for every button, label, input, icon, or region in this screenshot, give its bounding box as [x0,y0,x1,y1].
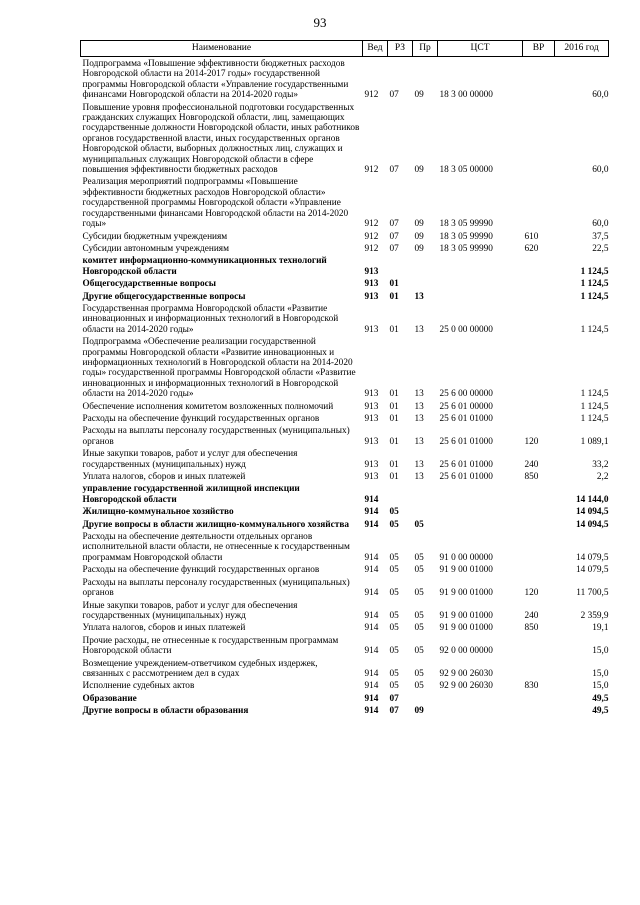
row-ved: 914 [364,681,379,692]
row-pr: 05 [414,552,424,563]
row-cst: 25 6 01 00000 [439,401,493,412]
row-pr: 05 [414,519,424,530]
row-rz: 01 [389,291,399,302]
row-sum: 33,2 [592,459,609,470]
table-row [81,563,609,575]
row-rz: 07 [389,706,399,717]
row-sum: 37,5 [592,231,609,242]
table-row [81,57,609,101]
row-vr [523,704,555,716]
row-rz: 05 [389,668,399,679]
row-rz: 07 [389,90,399,101]
row-sum: 14 144,0 [575,494,609,505]
table-row [81,518,609,530]
row-sum: 49,5 [592,693,609,704]
row-ved: 913 [364,389,379,400]
row-pr: 09 [414,706,424,717]
page-number: 93 [313,15,327,30]
row-ved: 913 [364,436,379,447]
row-cst: 18 3 05 99990 [439,219,493,230]
row-cst [438,704,523,716]
row-rz: 01 [389,389,399,400]
table-row [81,657,609,680]
row-cst: 92 0 00 00000 [439,646,493,657]
row-rz: 01 [389,472,399,483]
row-ved: 914 [364,693,379,704]
row-sum: 60,0 [592,219,609,230]
table-row [81,447,609,470]
row-rz [388,254,413,277]
row-cst: 91 9 00 01000 [439,565,493,576]
row-vr [523,277,555,289]
row-vr: 850 [524,472,539,483]
row-ved: 913 [364,324,379,335]
row-ved: 913 [364,266,379,277]
row-vr: 120 [524,436,539,447]
row-pr: 13 [414,414,424,424]
row-ved: 914 [364,588,379,599]
row-vr [523,302,555,335]
row-ved: 914 [364,565,379,576]
row-name: Иные закупки товаров, работ и услуг для обеспечения государственных (муниципальных) нужд [82,600,298,621]
row-name: Реализация мероприятий подпрограммы «Повышение эффективности бюджетных расходов Новгородской области» государственной программы Новгородской области «Управление государственными финансами Новгородской области на 2014-2020 годы» [82,177,349,230]
row-sum: 60,0 [592,165,609,176]
row-vr [523,335,555,399]
table-header [81,41,609,57]
row-cst: 18 3 05 99990 [439,231,493,242]
row-ved: 914 [364,623,379,634]
table-row [81,101,609,176]
row-cst: 91 9 00 01000 [439,610,493,621]
row-pr: 05 [414,681,424,692]
table-row [81,242,609,254]
row-cst: 18 3 00 00000 [439,90,493,101]
row-cst: 25 6 00 00000 [439,389,493,400]
row-name: Другие вопросы в области образования [82,706,249,717]
row-name: управление государственной жилищной инспекции Новгородской области [82,484,300,505]
row-sum: 14 079,5 [575,552,609,563]
row-vr [523,692,555,704]
row-ved: 913 [364,279,379,290]
row-rz: 05 [389,565,399,576]
row-cst [438,518,523,530]
table-row [81,692,609,704]
row-pr [413,482,438,505]
row-rz: 07 [389,243,399,254]
row-ved: 913 [364,459,379,470]
row-sum: 1 124,5 [580,266,609,277]
row-sum: 11 700,5 [576,588,609,599]
row-name: Жилищно-коммунальное хозяйство [82,507,234,518]
table-row [81,530,609,563]
row-ved: 913 [364,472,379,483]
row-name: Иные закупки товаров, работ и услуг для обеспечения государственных (муниципальных) нужд [82,449,298,470]
row-cst: 92 9 00 26030 [439,681,493,692]
table-row [81,599,609,622]
table-row [81,505,609,517]
column-header-ved: Вед [363,41,388,57]
row-rz: 07 [389,231,399,242]
row-name: Прочие расходы, не отнесенные к государственным программам Новгородской области [82,635,339,657]
table-row [81,576,609,599]
row-vr [523,657,555,680]
table-row [81,679,609,691]
row-vr [523,175,555,229]
row-pr: 13 [414,389,424,400]
table-row [81,400,609,412]
row-cst: 25 6 01 01000 [439,472,493,483]
table-row [81,424,609,447]
row-cst [438,254,523,277]
column-header-sum: 2016 год [555,41,609,57]
row-ved: 912 [364,165,379,176]
row-sum: 15,0 [592,646,609,657]
row-sum: 15,0 [592,681,609,692]
column-header-name: Наименование [81,41,363,57]
row-name: Исполнение судебных актов [82,681,195,692]
row-sum: 2,2 [596,472,609,483]
row-name: Общегосударственные вопросы [82,279,217,290]
row-ved: 914 [364,646,379,657]
row-name: Уплата налогов, сборов и иных платежей [82,472,246,483]
row-pr: 09 [414,90,424,101]
row-name: Расходы на выплаты персоналу государственных (муниципальных) органов [82,426,350,447]
table-row [81,175,609,229]
row-name: Расходы на выплаты персоналу государственных (муниципальных) органов [82,577,350,599]
row-rz [388,482,413,505]
row-cst: 91 0 00 00000 [439,552,493,563]
row-name: Государственная программа Новгородской области «Развитие инновационных и информационных технологий в Новгородской области на 2014-2020 годы» [82,303,339,335]
row-rz: 07 [389,693,399,704]
table-row [81,290,609,302]
table-body [81,57,609,717]
row-vr [523,254,555,277]
row-rz: 05 [389,552,399,563]
column-header-vr: ВР [523,41,555,57]
row-ved: 913 [364,414,379,424]
row-cst [438,505,523,517]
column-header-pr: Пр [413,41,438,57]
row-name: Субсидии бюджетным учреждениям [82,231,228,242]
row-vr [523,563,555,575]
row-pr: 05 [414,668,424,679]
row-sum: 14 079,5 [575,565,609,576]
row-cst: 25 6 01 01000 [439,436,493,447]
row-cst [438,692,523,704]
row-pr [413,505,438,517]
row-sum: 1 124,5 [580,401,609,412]
row-sum: 1 124,5 [580,414,609,424]
row-rz: 01 [389,459,399,470]
row-name: Подпрограмма «Повышение эффективности бюджетных расходов Новгородской области на 2014-2017 годы» государственной программы Новгородской области «Управление государственными финансами Новгородской области на 2014-2020 годы» [82,59,349,101]
row-vr: 240 [524,459,539,470]
row-pr: 13 [414,401,424,412]
table-row [81,470,609,482]
row-pr: 05 [414,623,424,634]
row-name: Обеспечение исполнения комитетом возложенных полномочий [82,401,334,412]
row-vr: 610 [524,231,539,242]
row-pr: 05 [414,565,424,576]
row-vr [523,290,555,302]
row-vr: 240 [524,610,539,621]
row-cst [438,482,523,505]
row-rz: 05 [389,519,399,530]
row-sum: 1 124,5 [580,291,609,302]
row-pr [413,254,438,277]
row-rz: 01 [389,324,399,335]
row-sum: 2 359,9 [580,610,609,621]
row-sum: 1 124,5 [580,324,609,335]
row-rz: 05 [389,681,399,692]
row-cst: 91 9 00 01000 [439,588,493,599]
table-row [81,230,609,242]
row-vr [523,505,555,517]
row-rz: 01 [389,401,399,412]
row-ved: 913 [364,291,379,302]
row-cst: 91 9 00 01000 [439,623,493,634]
row-sum: 1 124,5 [580,389,609,400]
row-cst: 25 6 01 01000 [439,414,493,424]
row-vr [523,530,555,563]
row-pr: 13 [414,324,424,335]
row-pr: 13 [414,472,424,483]
row-name: Возмещение учреждением-ответчиком судебных издержек, связанных с рассмотрением дел в судах [82,658,318,679]
row-ved: 914 [364,494,379,505]
row-ved: 914 [364,668,379,679]
row-rz: 01 [389,414,399,424]
row-name: Повышение уровня профессиональной подготовки государственных гражданских служащих Новгородской области, лиц, замещающих государственные должности Новгородской области, иных работников органов государственной власти, иных государственных органов Новгородской области, выборных должностных лиц, служащих и муниципальных служащих Новгородской области в сфере повышения эффективности бюджетных расходов [82,102,360,176]
row-name: Расходы на обеспечение деятельности отдельных органов исполнительной власти области, не отнесенные к государственным программам Новгородской области [82,532,350,563]
row-ved: 913 [364,401,379,412]
row-rz: 05 [389,588,399,599]
table-row [81,704,609,716]
row-pr: 13 [414,459,424,470]
row-cst: 25 0 00 00000 [439,324,493,335]
row-rz: 05 [389,623,399,634]
row-pr: 05 [414,610,424,621]
row-pr: 09 [414,243,424,254]
row-ved: 914 [364,519,379,530]
row-pr [413,277,438,289]
row-ved: 912 [364,90,379,101]
row-rz: 07 [389,219,399,230]
table-row [81,277,609,289]
row-vr: 120 [524,588,539,599]
table-row [81,412,609,424]
table-row [81,302,609,335]
row-ved: 912 [364,231,379,242]
table-row [81,634,609,657]
row-sum: 60,0 [592,90,609,101]
row-name: Подпрограмма «Обеспечение реализации государственной программы Новгородской области «Развитие инновационных и информационных технологий в Новгородской области на 2014-2020 годы» государственной программы Новгородской области «Развитие инновационных и информационных технологий в Новгородской области на 2014-2020 годы» [82,337,356,400]
row-rz: 05 [389,610,399,621]
row-vr [523,412,555,424]
table-row [81,482,609,505]
column-header-rz: РЗ [388,41,413,57]
row-pr: 05 [414,646,424,657]
row-ved: 912 [364,243,379,254]
row-rz: 07 [389,165,399,176]
row-cst [438,277,523,289]
row-sum: 19,1 [592,623,609,634]
row-vr: 830 [524,681,539,692]
row-name: Расходы на обеспечение функций государственных органов [82,565,320,576]
row-sum: 1 089,1 [580,436,609,447]
row-cst [438,290,523,302]
row-ved: 914 [364,610,379,621]
row-vr: 850 [524,623,539,634]
row-pr: 05 [414,588,424,599]
row-sum: 49,5 [592,706,609,717]
row-cst: 18 3 05 99990 [439,243,493,254]
row-vr [523,400,555,412]
row-vr [523,634,555,657]
row-vr [523,57,555,101]
row-sum: 22,5 [592,243,609,254]
row-ved: 914 [364,552,379,563]
row-pr [413,692,438,704]
budget-table [80,40,609,717]
row-rz: 05 [389,646,399,657]
row-pr: 09 [414,219,424,230]
row-name: комитет информационно-коммуникационных технологий Новгородской области [82,256,327,277]
row-sum: 14 094,5 [575,507,609,518]
row-cst: 92 9 00 26030 [439,668,493,679]
row-vr: 620 [524,243,539,254]
row-ved: 912 [364,219,379,230]
table-row [81,335,609,399]
row-name: Субсидии автономным учреждениям [82,243,229,254]
row-pr: 13 [414,291,424,302]
row-ved: 914 [364,706,379,717]
table-row [81,621,609,633]
row-name: Уплата налогов, сборов и иных платежей [82,623,246,634]
row-rz: 01 [389,436,399,447]
row-name: Другие вопросы в области жилищно-коммунального хозяйства [82,519,350,530]
row-pr: 09 [414,165,424,176]
column-header-cst: ЦСТ [438,41,523,57]
table-row [81,254,609,277]
row-cst: 25 6 01 01000 [439,459,493,470]
row-name: Образование [82,693,137,704]
row-cst: 18 3 05 00000 [439,165,493,176]
row-name: Расходы на обеспечение функций государственных органов [82,414,320,424]
row-sum: 14 094,5 [575,519,609,530]
row-sum: 1 124,5 [580,279,609,290]
row-name: Другие общегосударственные вопросы [82,291,246,302]
row-ved: 914 [364,507,379,518]
row-vr [523,518,555,530]
row-vr [523,482,555,505]
row-rz: 01 [389,279,399,290]
row-pr: 13 [414,436,424,447]
row-pr: 09 [414,231,424,242]
row-vr [523,101,555,176]
row-rz: 05 [389,507,399,518]
row-sum: 15,0 [592,668,609,679]
